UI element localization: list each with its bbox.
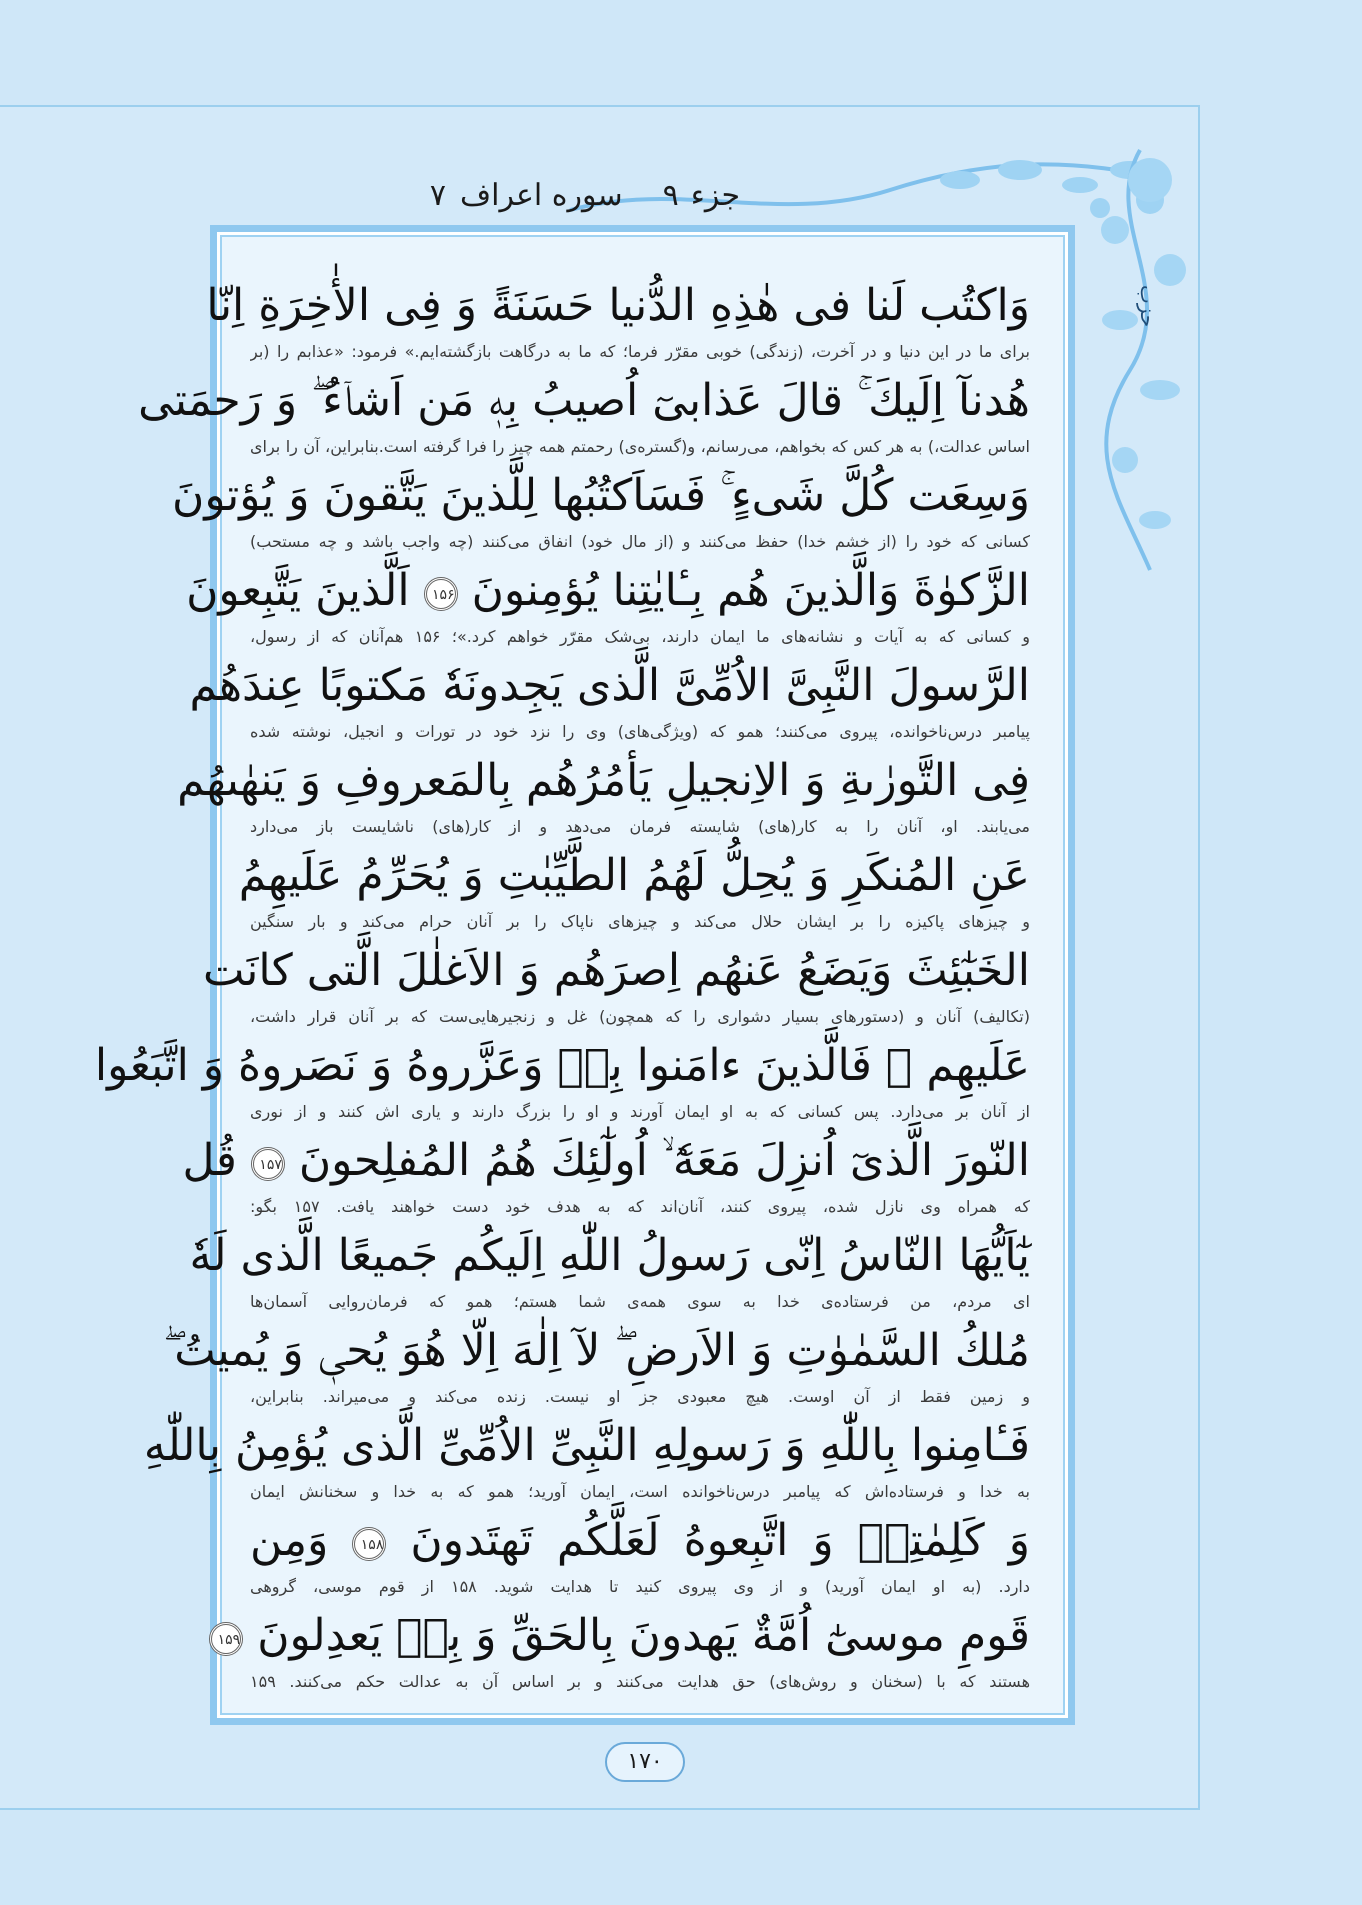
arabic-segment: وَاكتُب لَنا فى هٰذِهِ الدُّنيا حَسَنَةً وَ فِى الأٰخِرَةِ اِنّا	[206, 280, 1030, 331]
ayah-number-marker: ۱۵۶	[424, 577, 458, 611]
arabic-segment: الرَّسولَ النَّبِىَّ الاُمِّىَّ الَّذى يَجِدونَهٗ مَكتوبًا عِندَهُم	[189, 660, 1030, 711]
persian-translation: که همراه وی نازل شده، پیروی کنند، آنان‌اند که به هدف خود دست خواهند یافت. ۱۵۷ بگو:	[250, 1197, 1030, 1216]
arabic-text	[182, 1127, 1030, 1195]
arabic-segment: وَمِن	[250, 1515, 329, 1566]
persian-translation: می‌یابند. او، آنان را به کار(های) شایسته فرمان می‌دهد و از کار(های) ناشایست باز می‌دارد	[250, 817, 1030, 836]
persian-translation: هستند که با (سخنان و روش‌های) حق هدایت می‌کنند و بر اساس آن به عدالت حکم می‌کنند. ۱۵۹	[250, 1672, 1030, 1691]
arabic-text	[238, 842, 1030, 910]
arabic-text	[189, 1222, 1030, 1290]
arabic-text	[163, 1317, 1030, 1385]
arabic-segment: عَلَيهِم ۚ فَالَّذينَ ءامَنوا بِهٖ وَعَزَّروهُ وَ نَصَروهُ وَ اتَّبَعُوا	[94, 1040, 1030, 1091]
persian-translation: از آنان بر می‌دارد. پس کسانی که به او ایمان آورند و او را بزرگ دارند و یاری اش کنند و از نوری	[250, 1102, 1030, 1121]
arabic-segment: يٰٓاَيُّهَا النّاسُ اِنّى رَسولُ اللّٰهِ اِلَيكُم جَميعًا الَّذى لَهٗ	[189, 1230, 1030, 1281]
arabic-segment: النّورَ الَّذىٓ اُنزِلَ مَعَهٗٓ ۙ اُولٰٓئِكَ هُمُ المُفلِحونَ	[298, 1135, 1030, 1186]
arabic-text	[189, 652, 1030, 720]
arabic-segment: هُدنآ اِلَيكَ ۚ قالَ عَذابىٓ اُصيبُ بِهٖ مَن اَشاۤءُ ۖ وَ رَحمَتى	[138, 375, 1030, 426]
arabic-text	[172, 462, 1030, 530]
persian-translation: ای مردم، من فرستاده‌ی خدا به سوی همه‌ی شما هستم؛ همو که فرمان‌روایی آسمان‌ها	[250, 1292, 1030, 1311]
verse-line	[202, 937, 1030, 1029]
arabic-segment: مُلكُ السَّمٰوٰتِ وَ الاَرضِ ۖ لآ اِلٰهَ اِلّا هُوَ يُحىٖ وَ يُميتُ ۖ	[163, 1325, 1030, 1376]
arabic-segment: وَسِعَت كُلَّ شَىءٍ ۚ فَسَاَكتُبُها لِلَّذينَ يَتَّقونَ وَ يُؤتونَ	[172, 470, 1030, 521]
floral-ornament-side	[1080, 140, 1200, 580]
verse-line	[186, 557, 1030, 649]
verse-line	[163, 1317, 1030, 1409]
arabic-text	[202, 937, 1030, 1005]
arabic-segment: الخَبٰٓئِثَ وَيَضَعُ عَنهُم اِصرَهُم وَ الاَغلٰلَ الَّتى كانَت	[202, 945, 1030, 996]
persian-translation: برای ما در این دنیا و در آخرت، (زندگی) خوبی مقرّر فرما؛ که ما به درگاهت بازگشته‌ایم.» فرمود: «عذابم را (بر	[250, 342, 1030, 361]
verse-line	[238, 842, 1030, 934]
hizb-side-tag: حزب	[1136, 285, 1160, 328]
persian-translation: دارد. (به او ایمان آورید) و از وی پیروی کنید تا هدایت شوید. ۱۵۸ از قوم موسی، گروهی	[250, 1577, 1030, 1596]
persian-translation: و زمین فقط از آن اوست. هیچ معبودی جز او نیست. زنده می‌کند و می‌میراند. بنابراین،	[250, 1387, 1030, 1406]
surah-indicator	[430, 178, 623, 213]
ayah-number-marker: ۱۵۷	[251, 1147, 285, 1181]
juz-label: جزء	[690, 177, 740, 213]
verse-line	[143, 1412, 1030, 1504]
verse-line	[206, 272, 1030, 364]
ayah-number-marker: ۱۵۹	[209, 1622, 243, 1656]
arabic-segment: اَلَّذينَ يَتَّبِعونَ	[186, 565, 410, 616]
arabic-text	[186, 557, 1030, 625]
arabic-segment: فِى التَّورٰىةِ وَ الاِنجيلِ يَأمُرُهُم بِالمَعروفِ وَ يَنهٰىهُم	[177, 755, 1030, 806]
verse-line	[182, 1127, 1030, 1219]
persian-translation: کسانی که خود را (از خشم خدا) حفظ می‌کنند و (از مال خود) انفاق می‌کنند (چه واجب باشد و چه مستحب)	[250, 532, 1030, 551]
verse-line	[217, 1602, 1030, 1694]
verse-line	[189, 1222, 1030, 1314]
persian-translation: پیامبر درس‌ناخوانده، پیروی می‌کنند؛ همو که (ویژگی‌های) وی را نزد خود در تورات و انجیل، نوشته شده	[250, 722, 1030, 741]
arabic-text	[217, 1602, 1030, 1670]
surah-label: سوره اعراف	[460, 177, 623, 213]
arabic-text	[138, 367, 1030, 435]
verse-line	[177, 747, 1030, 839]
verse-line	[250, 1507, 1030, 1599]
verse-line	[189, 652, 1030, 744]
persian-translation: (تکالیف) آنان و (دستورهای بسیار دشواری را که همچون) غل و زنجیرهایی‌ست که بر آنان قرار داشت،	[250, 1007, 1030, 1026]
arabic-text	[206, 272, 1030, 340]
arabic-segment: قَومِ موسىٰٓ اُمَّةٌ يَهدونَ بِالحَقِّ وَ بِهٖ يَعدِلونَ	[257, 1610, 1030, 1661]
page-number: ۱۷۰	[605, 1742, 685, 1782]
persian-translation: و چیزهای پاکیزه را بر ایشان حلال می‌کند و چیزهای ناپاک را بر آنان حرام می‌کند و بار سنگین	[250, 912, 1030, 931]
persian-translation: و کسانی که به آیات و نشانه‌های ما ایمان دارند، بی‌شک مقرّر خواهم کرد.»؛ ۱۵۶ هم‌آنان که از رسول،	[250, 627, 1030, 646]
arabic-text	[177, 747, 1030, 815]
arabic-text	[94, 1032, 1030, 1100]
persian-translation: اساس عدالت،) به هر کس که بخواهم، می‌رسانم، و(گستره‌ی) رحمتم همه چیز را فرا گرفته است.بنابراین، آن را برای	[250, 437, 1030, 456]
persian-translation: به خدا و فرستاده‌اش که پیامبر درس‌ناخوانده است، ایمان آورید؛ همو که به خدا و سخنانش ایمان	[250, 1482, 1030, 1501]
arabic-text	[250, 1507, 1030, 1575]
page-header	[360, 170, 740, 220]
arabic-text	[143, 1412, 1030, 1480]
arabic-segment: قُل	[182, 1135, 237, 1186]
arabic-segment: الزَّكوٰةَ وَالَّذينَ هُم بِـٔايٰتِنا يُؤمِنونَ	[471, 565, 1030, 616]
verse-line	[172, 462, 1030, 554]
verse-line	[94, 1032, 1030, 1124]
arabic-segment: فَـٔامِنوا بِاللّٰهِ وَ رَسولِهِ النَّبِىِّ الاُمِّىِّ الَّذى يُؤمِنُ بِاللّٰهِ	[143, 1420, 1030, 1471]
juz-number: ۹	[662, 177, 679, 213]
arabic-segment: وَ كَلِمٰتِهٖ وَ اتَّبِعوهُ لَعَلَّكُم تَهتَدونَ	[410, 1515, 1030, 1566]
arabic-segment: عَنِ المُنكَرِ وَ يُحِلُّ لَهُمُ الطَّيِّبٰتِ وَ يُحَرِّمُ عَلَيهِمُ	[238, 850, 1030, 901]
ayah-number-marker: ۱۵۸	[352, 1527, 386, 1561]
surah-number: ۷	[429, 177, 447, 213]
juz-indicator	[663, 178, 740, 213]
verse-line	[138, 367, 1030, 459]
